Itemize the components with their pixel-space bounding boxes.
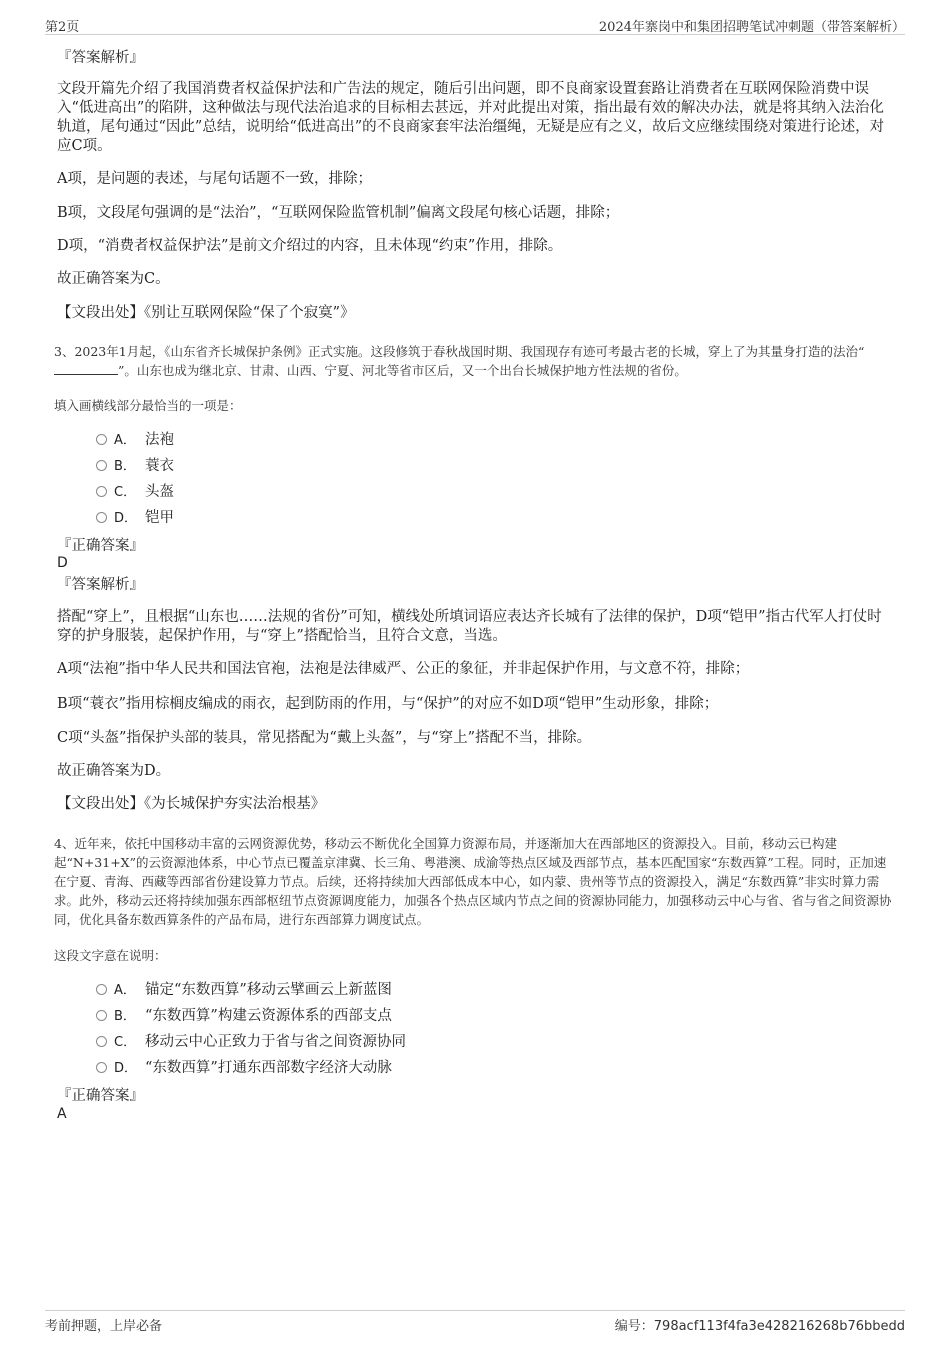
- q4-option-b[interactable]: B． “东数西算”构建云资源体系的西部支点: [96, 1006, 392, 1026]
- radio-icon[interactable]: [96, 460, 107, 471]
- radio-icon[interactable]: [96, 1036, 107, 1047]
- q4-prompt: 这段文字意在说明：: [54, 948, 167, 963]
- document-title: 2024年寨岗中和集团招聘笔试冲刺题（带答案解析）: [598, 20, 905, 35]
- page-header: [45, 14, 905, 35]
- q4-option-c[interactable]: C． 移动云中心正致力于省与省之间资源协同: [96, 1032, 406, 1052]
- q3-option-b-analysis: B项“蓑衣”指用棕榈皮编成的雨衣，起到防雨的作用，与“保护”的对应不如D项“铠甲”生动形象，排除；: [57, 696, 719, 712]
- q3-stem-after: ”。山东也成为继北京、甘肃、山西、宁夏、河北等省市区后，又一个出台长城保护地方性法规的省份。: [118, 363, 687, 378]
- q3-conclusion: 故正确答案为D。: [57, 763, 171, 779]
- radio-icon[interactable]: [96, 1010, 107, 1021]
- q4-correct-heading: 『正确答案』: [57, 1088, 144, 1104]
- page-number: 第2页: [45, 20, 80, 35]
- q4-correct-answer: A: [57, 1106, 67, 1122]
- q2-conclusion: 故正确答案为C。: [57, 271, 170, 287]
- q2-source: 【文段出处】《别让互联网保险“保了个寂寞”》: [57, 305, 355, 321]
- q4-stem: 4、近年来，依托中国移动丰富的云网资源优势，移动云不断优化全国算力资源布局，并逐渐加大在西部地区的资源投入。目前，移动云已构建起“N+31+X”的云资源池体系，中心节点已覆盖京津冀、长三角、粤港澳、成渝等热点区域及西部节点，基本匹配国家“东数西算”工程。同时，正加速在宁夏、青海、西藏等西部省份建设算力节点。后续，还将持续加大西部低成本中心，如内蒙、贵州等节点的资源投入，满足“东数西算”非实时算力需求。此外，移动云还将持续加强东西部枢纽节点资源调度能力，加强各个热点区域内节点之间的资源协同能力，加强移动云中心与省、省与省之间资源协同，优化具备东数西算条件的产品布局，进行东西部算力调度试点。: [54, 836, 892, 927]
- q2-option-d-analysis: D项，“消费者权益保护法”是前文介绍过的内容，且未体现“约束”作用，排除。: [57, 238, 563, 254]
- q3-stem: [54, 342, 896, 380]
- q3-source: 【文段出处】《为长城保护夯实法治根基》: [57, 796, 326, 812]
- q3-analysis: 搭配“穿上”，且根据“山东也……法规的省份”可知，横线处所填词语应表达齐长城有了法律的保护，D项“铠甲”指古代军人打仗时穿的护身服装，起保护作用，与“穿上”搭配恰当，且符合文意，当选。: [57, 609, 882, 644]
- q4-option-a[interactable]: A． 锚定“东数西算”移动云擘画云上新蓝图: [96, 980, 392, 1000]
- q3-stem-before: 3、2023年1月起，《山东省齐长城保护条例》正式实施。这段修筑于春秋战国时期、我国现存有迹可考最古老的长城，穿上了为其量身打造的法治“: [54, 344, 865, 359]
- q3-option-d[interactable]: D． 铠甲: [96, 508, 174, 528]
- q2-analysis: 文段开篇先介绍了我国消费者权益保护法和广告法的规定，随后引出问题，即不良商家设置套路让消费者在互联网保险消费中误入“低进高出”的陷阱，这种做法与现代法治追求的目标相去甚远，并对此提出对策，指出最有效的解决办法，就是将其纳入法治化轨道，尾句通过“因此”总结，说明给“低进高出”的不良商家套牢法治缰绳，无疑是应有之义，故后文应继续围绕对策进行论述，对应C项。: [57, 81, 885, 154]
- q3-option-a[interactable]: A． 法袍: [96, 430, 174, 450]
- radio-icon[interactable]: [96, 434, 107, 445]
- footer-slogan: 考前押题，上岸必备: [45, 1319, 163, 1334]
- page-footer: [45, 1310, 905, 1334]
- q3-analysis-heading: 『答案解析』: [57, 577, 144, 593]
- radio-icon[interactable]: [96, 512, 107, 523]
- q2-analysis-heading: 『答案解析』: [57, 50, 144, 66]
- q3-option-c[interactable]: C． 头盔: [96, 482, 174, 502]
- q3-correct-heading: 『正确答案』: [57, 538, 144, 554]
- q3-option-c-analysis: C项“头盔”指保护头部的装具，常见搭配为“戴上头盔”，与“穿上”搭配不当，排除。: [57, 730, 592, 746]
- radio-icon[interactable]: [96, 984, 107, 995]
- q3-correct-answer: D: [57, 555, 68, 571]
- q3-prompt: 填入画横线部分最恰当的一项是：: [54, 398, 242, 413]
- q2-option-b-analysis: B项，文段尾句强调的是“法治”，“互联网保险监管机制”偏离文段尾句核心话题，排除；: [57, 205, 620, 221]
- q3-blank: [54, 362, 118, 375]
- q3-option-a-analysis: A项“法袍”指中华人民共和国法官袍，法袍是法律威严、公正的象征，并非起保护作用，与文意不符，排除；: [57, 661, 750, 677]
- q4-option-d[interactable]: D． “东数西算”打通东西部数字经济大动脉: [96, 1058, 392, 1078]
- footer-serial: 编号：798acf113f4fa3e428216268b76bbedd: [614, 1319, 905, 1334]
- q2-option-a-analysis: A项，是问题的表述，与尾句话题不一致，排除；: [57, 171, 372, 187]
- radio-icon[interactable]: [96, 1062, 107, 1073]
- q3-option-b[interactable]: B． 蓑衣: [96, 456, 174, 476]
- radio-icon[interactable]: [96, 486, 107, 497]
